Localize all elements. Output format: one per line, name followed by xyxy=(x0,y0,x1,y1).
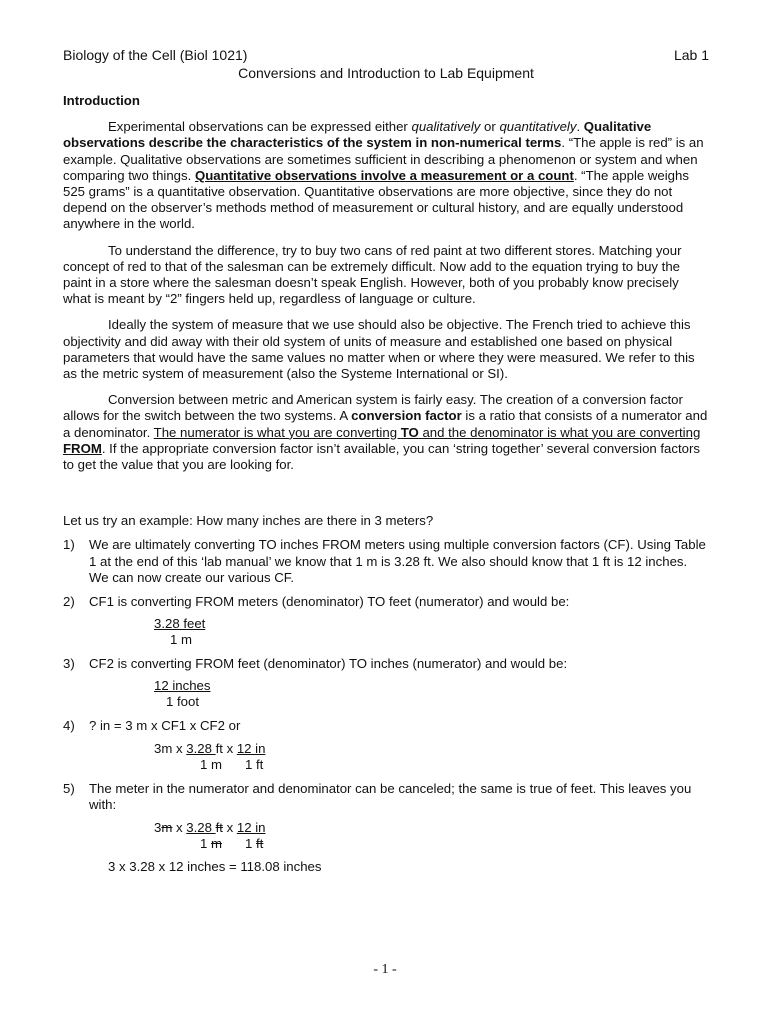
paragraph-4: Conversion between metric and American system is fairly easy. The creation of a conversion factor allows for the switch between the two systems. A conversion factor is a ratio that consists of a numerator and a denominator. The numerator is what you are converting TO and the denominator is what you are converting FROM. If the appropriate conversion factor isn’t available, you can ‘string together’ several conversion factors to get the value that you are looking for. xyxy=(63,392,708,473)
conversion-factor-2 xyxy=(154,678,709,710)
example-intro: Let us try an example: How many inches are there in 3 meters? xyxy=(63,513,434,529)
equation-step-4: 3m x 3.28 ft x 12 in 1 m 1 ft xyxy=(154,740,266,772)
document-subtitle: Conversions and Introduction to Lab Equipment xyxy=(238,65,534,81)
paragraph-2: To understand the difference, try to buy two cans of red paint at two different stores. Matching your concept of red to that of the salesman can be extremely difficult. Now add to the equation trying to buy the paint in a store where the salesman doesn’t speak English. However, both of you probably know precisely what is meant by “2” fingers held up, regardless of language or culture. xyxy=(63,242,682,307)
section-heading: Introduction xyxy=(63,93,140,108)
paragraph-1: Experimental observations can be expressed either qualitatively or quantitatively. Qualitative observations describe the characteristics of the system in non-numerical terms. “The apple is red” is an example. Qualitative observations are sometimes sufficient in describing a phenomenon or system and when comparing two things. Quantitative observations involve a measurement or a count. “The apple weighs 525 grams” is a quantitative observation. Quantitative observations are more objective, since they do not depend on the observer’s methods method of measurement or cultural history, and are equally understood anywhere in the world. xyxy=(63,119,704,232)
list-item: 2) CF1 is converting FROM meters (denominator) TO feet (numerator) and would be: xyxy=(63,594,570,610)
cf1-numerator: 3.28 feet xyxy=(154,616,206,632)
cf2-numerator: 12 inches xyxy=(154,678,211,694)
equation-step-5: 3m x 3.28 ft x 12 in 1 m 1 ft xyxy=(154,819,266,851)
paragraph-3: Ideally the system of measure that we use should also be objective. The French tried to achieve this objectivity and did away with their old system of units of measure and established one based on physical parameters that would have the same values no matter when or where they were measured. We refer to this as the metric system of measurement (also the Systeme International or SI). xyxy=(63,317,695,382)
document-page xyxy=(63,46,709,875)
list-item: 3) CF2 is converting FROM feet (denominator) TO inches (numerator) and would be: xyxy=(63,656,568,672)
list-item: 1) We are ultimately converting TO inches FROM meters using multiple conversion factors (CF). Using Table 1 at the end of this ‘lab manual’ we know that 1 m is 3.28 ft. We also should know that 1 ft is 12 inches. We can now create our various CF. xyxy=(63,537,706,585)
lab-number: Lab 1 xyxy=(673,47,709,63)
final-result: 3 x 3.28 x 12 inches = 118.08 inches xyxy=(108,858,322,874)
course-title: Biology of the Cell (Biol 1021) xyxy=(63,47,248,63)
list-item: 5) The meter in the numerator and denominator can be canceled; the same is true of feet. This leaves you with: xyxy=(63,781,692,813)
cf2-denominator: 1 foot xyxy=(166,694,199,710)
cf1-denominator: 1 m xyxy=(170,632,192,648)
page-header xyxy=(63,46,709,64)
page-number: - 1 - xyxy=(373,962,397,977)
conversion-factor-1 xyxy=(154,616,709,648)
list-item: 4) ? in = 3 m x CF1 x CF2 or xyxy=(63,718,241,734)
